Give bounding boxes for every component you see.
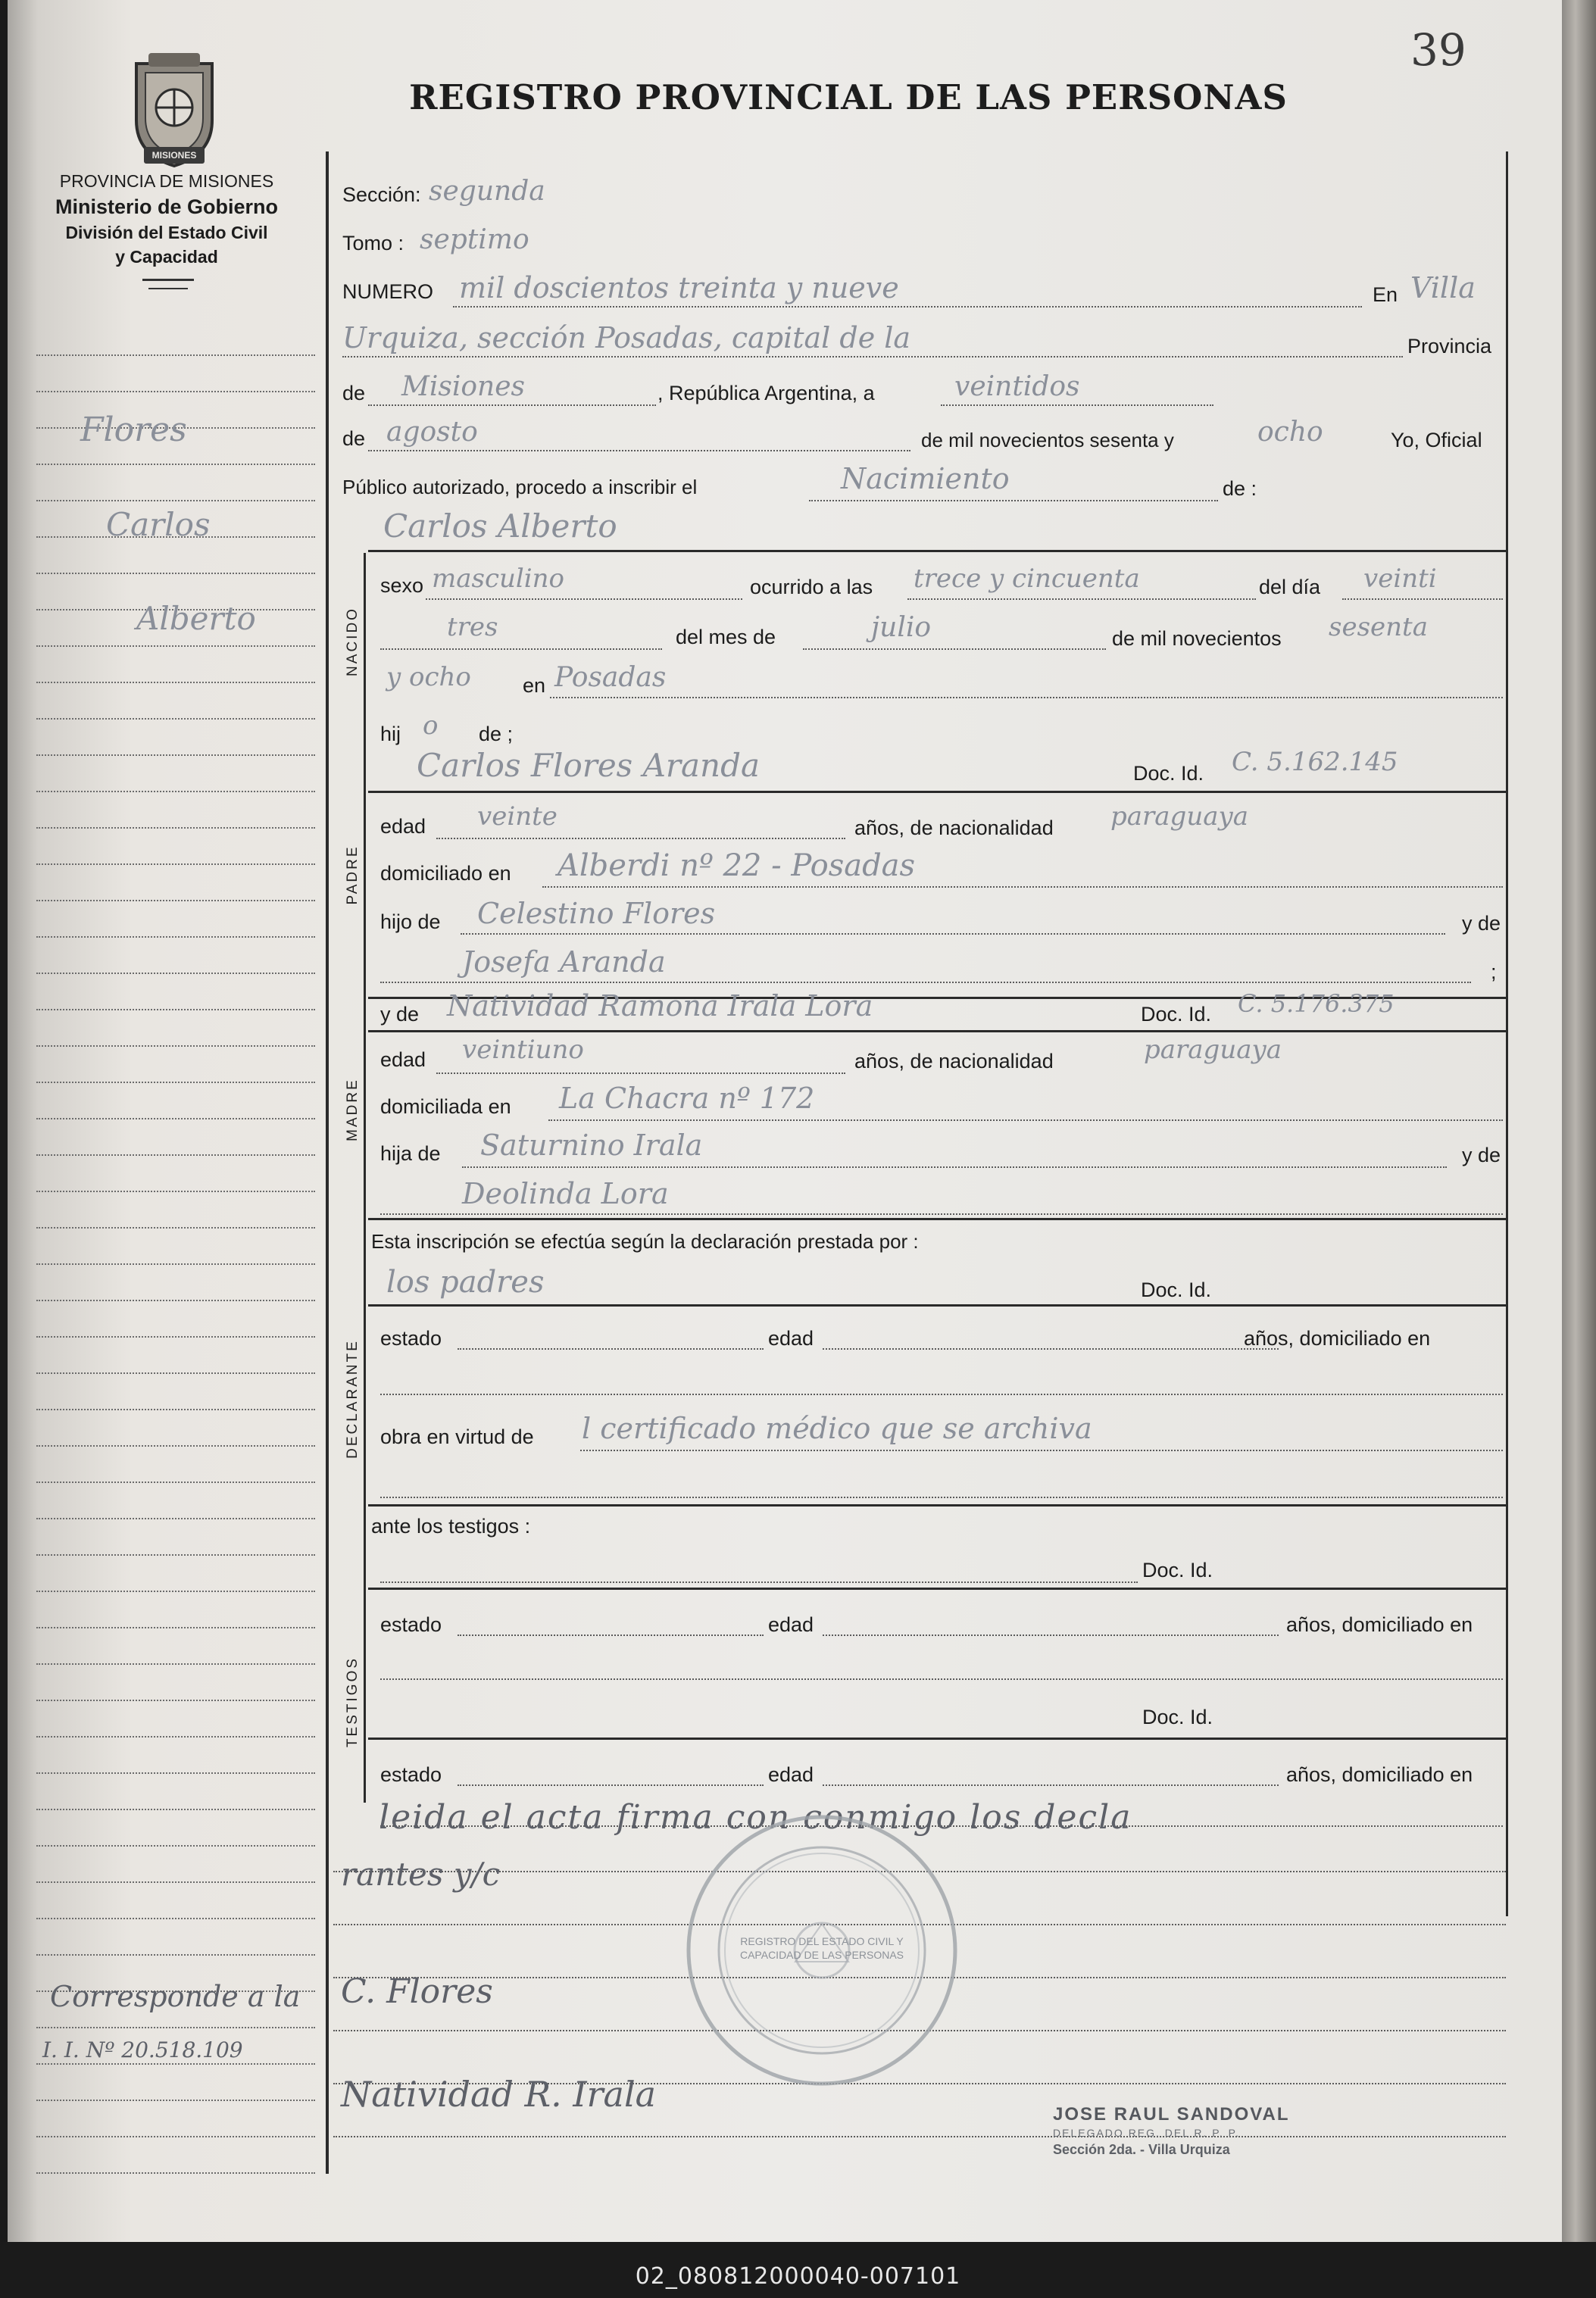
margin-line — [36, 718, 315, 720]
month-value: agosto — [386, 417, 478, 448]
madre-hija-line — [462, 1166, 1447, 1168]
declarante-dom-label: años, domiciliado en — [1244, 1327, 1431, 1350]
month-line — [368, 450, 910, 451]
madre-edad-value: veintiuno — [462, 1035, 584, 1065]
padre-hijo-madre-value: Josefa Aranda — [462, 945, 666, 979]
padre-hijo2-line — [380, 982, 1471, 983]
margin-line — [36, 2136, 315, 2137]
provincia-label: Provincia — [1407, 335, 1492, 358]
margin-line — [36, 1881, 315, 1883]
margin-line — [36, 1409, 315, 1410]
en-value: Villa — [1410, 271, 1476, 304]
provincia-value: Misiones — [401, 371, 526, 402]
declarante-obra-line — [580, 1450, 1503, 1451]
dia-value-2: tres — [447, 612, 498, 642]
testigo1-dom2-line — [380, 1678, 1503, 1680]
nacido-section-label: NACIDO — [345, 607, 361, 676]
margin-line — [36, 863, 315, 865]
margin-line — [36, 1263, 315, 1265]
madre-nac-label: años, de nacionalidad — [854, 1050, 1054, 1073]
de3-label: de : — [1223, 477, 1257, 500]
margin-line — [36, 2063, 315, 2065]
testigo1-rule — [368, 1588, 1506, 1590]
hijo-label-b: de ; — [479, 723, 514, 745]
form-right-border — [1506, 151, 1508, 1916]
numero-value: mil doscientos treinta y nueve — [459, 271, 899, 304]
acto-value: Nacimiento — [841, 462, 1010, 495]
margin-line — [36, 1045, 315, 1047]
madre-hija-label: hija de — [380, 1142, 441, 1165]
madre-dom-line — [548, 1119, 1503, 1121]
anio-value-1: sesenta — [1329, 612, 1428, 642]
margin-line — [36, 1336, 315, 1338]
mes-value: julio — [871, 612, 932, 643]
testigo1-edad-label: edad — [768, 1613, 814, 1636]
madre-yde-label: y de — [380, 1003, 420, 1026]
declarante-doc-label: Doc. Id. — [1141, 1279, 1212, 1301]
declarante-obra-label: obra en virtud de — [380, 1425, 534, 1448]
declarante-obra2-line — [380, 1497, 1503, 1498]
testigo1-name-line — [380, 1581, 1138, 1583]
madre-edad-label: edad — [380, 1048, 426, 1071]
padre-doc-label: Doc. Id. — [1133, 762, 1204, 785]
signature-mother: Natividad R. Irala — [341, 2074, 657, 2115]
padre-edad-line — [436, 838, 845, 839]
madre-name-value: Natividad Ramona Irala Lora — [447, 989, 873, 1023]
margin-line — [36, 1191, 315, 1192]
place-line — [342, 356, 1403, 358]
margin-line — [36, 500, 315, 501]
padre-name-value: Carlos Flores Aranda — [417, 747, 760, 784]
margin-line — [36, 1627, 315, 1628]
margin-line — [36, 1300, 315, 1301]
section-column-border — [364, 553, 366, 1803]
testigo2-edad-line — [823, 1784, 1279, 1786]
padre-doc-value: C. 5.162.145 — [1232, 747, 1398, 777]
testigo2-rule — [368, 1738, 1506, 1740]
testigo1-edad-line — [823, 1635, 1279, 1636]
day-line — [941, 404, 1213, 406]
madre-hija2-line — [380, 1213, 1503, 1215]
official-name: JOSE RAUL SANDOVAL — [1053, 2104, 1290, 2125]
margin-line — [36, 1445, 315, 1447]
declarante-name-value: los padres — [386, 1265, 545, 1300]
del-dia-label: del día — [1259, 576, 1321, 598]
margin-line — [36, 1118, 315, 1119]
margin-line — [36, 900, 315, 901]
margin-line — [36, 645, 315, 647]
padre-section-label: PADRE — [345, 845, 361, 905]
sexo-line — [426, 598, 742, 600]
nacido-top-rule — [368, 550, 1506, 552]
margin-line — [36, 1554, 315, 1556]
province-emblem — [121, 48, 227, 170]
dia2-line — [380, 648, 662, 650]
padre-edad-value: veinte — [477, 801, 558, 832]
org-line-province: PROVINCIA DE MISIONES — [59, 171, 274, 191]
testigo1-dom-label: años, domiciliado en — [1286, 1613, 1473, 1636]
padre-yde-label: y de — [1462, 912, 1501, 935]
hora-value: trece y cincuenta — [914, 564, 1140, 594]
madre-hija-padre-value: Saturnino Irala — [480, 1129, 703, 1162]
ocurrido-label: ocurrido a las — [750, 576, 873, 598]
margin-line — [36, 573, 315, 574]
page-stack-edge — [1562, 0, 1596, 2242]
margin-line — [36, 1518, 315, 1519]
margin-line — [36, 754, 315, 756]
margin-line — [36, 1845, 315, 1847]
margin-line — [36, 973, 315, 974]
seccion-value: segunda — [429, 176, 545, 207]
official-round-seal — [682, 1810, 962, 2090]
margin-line — [36, 1082, 315, 1083]
official-place: Sección 2da. - Villa Urquiza — [1053, 2142, 1230, 2157]
margin-line — [36, 1009, 315, 1010]
madre-section-label: MADRE — [345, 1078, 361, 1141]
margin-line — [36, 2100, 315, 2101]
margin-line — [36, 2027, 315, 2028]
seccion-label: Sección: — [342, 183, 421, 206]
testigo2-dom-label: años, domiciliado en — [1286, 1763, 1473, 1786]
padre-dom-value: Alberdi nº 22 - Posadas — [558, 848, 916, 883]
madre-name-rule — [368, 1030, 1506, 1032]
closing-text-2: rantes y/c — [341, 1856, 501, 1893]
de2-label: de — [342, 427, 366, 450]
margin-line — [36, 464, 315, 465]
declarante-section-label: DECLARANTE — [345, 1339, 361, 1459]
declarante-edad-label: edad — [768, 1327, 814, 1350]
testigos-intro: ante los testigos : — [371, 1515, 531, 1538]
page-title: REGISTRO PROVINCIAL DE LAS PERSONAS — [409, 77, 1288, 117]
page-number: 39 — [1410, 24, 1466, 76]
dia-value-1: veinti — [1363, 564, 1437, 594]
sexo-value: masculino — [432, 564, 565, 594]
hora-line — [907, 598, 1256, 600]
declarante-estado-label: estado — [380, 1327, 442, 1350]
testigo1-estado-label: estado — [380, 1613, 442, 1636]
padre-hijo-padre-value: Celestino Flores — [477, 897, 716, 930]
testigo2-doc-label: Doc. Id. — [1142, 1706, 1213, 1728]
org-line-capacity: y Capacidad — [115, 247, 218, 267]
register-page — [8, 0, 1562, 2242]
publico-text: Público autorizado, procedo a inscribir el — [342, 476, 698, 498]
anio-value-2: y ocho — [386, 662, 471, 692]
margin-line — [36, 1700, 315, 1701]
numero-line — [453, 306, 1362, 308]
margin-line — [36, 1954, 315, 1956]
testigo2-estado-label: estado — [380, 1763, 442, 1786]
year-value: ocho — [1257, 417, 1323, 448]
madre-doc-label: Doc. Id. — [1141, 1003, 1212, 1026]
margin-given-name-2: Alberto — [136, 600, 256, 637]
margin-note-line-1: Corresponde a la — [50, 1980, 301, 2013]
margin-note-line-2: I. I. Nº 20.518.109 — [42, 2037, 243, 2062]
lugar-line — [550, 697, 1503, 698]
padre-nac-value: paraguaya — [1110, 801, 1248, 832]
margin-surname: Flores — [80, 411, 187, 449]
margin-line — [36, 1736, 315, 1738]
margin-line — [36, 1663, 315, 1665]
mes-line — [803, 648, 1106, 650]
padre-top-rule — [368, 791, 1506, 793]
numero-label: NUMERO — [342, 280, 433, 303]
mil-label: de mil novecientos — [1112, 627, 1282, 650]
madre-hija-madre-value: Deolinda Lora — [462, 1177, 669, 1210]
margin-line — [36, 354, 315, 356]
madre-nac-value: paraguaya — [1144, 1035, 1282, 1065]
madre-dom-value: La Chacra nº 172 — [559, 1082, 815, 1115]
place-value: Urquiza, sección Posadas, capital de la — [342, 321, 911, 354]
madre-bottom-rule — [368, 1218, 1506, 1220]
madre-yde2-label: y de — [1462, 1144, 1501, 1166]
margin-line — [36, 682, 315, 683]
republica-label: , República Argentina, a — [657, 382, 875, 404]
acto-line — [809, 500, 1218, 501]
margin-line — [36, 936, 315, 938]
org-line-division: División del Estado Civil — [65, 223, 268, 242]
sexo-label: sexo — [380, 574, 424, 597]
margin-line — [36, 1154, 315, 1156]
margin-line — [36, 1372, 315, 1374]
margin-line — [36, 2172, 315, 2174]
en-label: En — [1373, 283, 1398, 306]
footer-code: 02_080812000040-007101 — [635, 2263, 961, 2290]
day-value: veintidos — [954, 371, 1080, 402]
testigo2-estado-line — [458, 1784, 764, 1786]
margin-line — [36, 1482, 315, 1483]
form-left-border — [326, 151, 329, 2174]
margin-line — [36, 391, 315, 392]
declarante-obra-value: l certificado médico que se archiva — [582, 1412, 1092, 1445]
padre-hijo-line — [461, 933, 1445, 935]
org-line-ministry: Ministerio de Gobierno — [55, 195, 279, 218]
hijo-label-a: hij — [380, 723, 401, 745]
org-underline-2 — [148, 288, 188, 289]
emblem-label: MISIONES — [151, 150, 197, 161]
left-page-shadow — [8, 0, 38, 2242]
margin-line — [36, 791, 315, 792]
closing-text-1: leida el acta firma con conmigo los decla — [379, 1798, 1132, 1837]
tomo-label: Tomo : — [342, 232, 404, 254]
tomo-value: septimo — [420, 224, 529, 255]
declarante-top-rule — [368, 1304, 1506, 1307]
testigo1-doc-label: Doc. Id. — [1142, 1559, 1213, 1581]
dia-line — [1342, 598, 1503, 600]
testigos-section-label: TESTIGOS — [345, 1656, 361, 1748]
margin-line — [36, 1809, 315, 1810]
testigo2-edad-label: edad — [768, 1763, 814, 1786]
del-mes-label: del mes de — [676, 626, 776, 648]
margin-line — [36, 1591, 315, 1592]
en-lugar-label: en — [523, 674, 546, 697]
declarante-estado-line — [458, 1348, 764, 1350]
madre-edad-line — [436, 1073, 845, 1074]
madre-dom-label: domiciliada en — [380, 1095, 511, 1118]
margin-line — [36, 1772, 315, 1774]
padre-hijo-label: hijo de — [380, 910, 441, 933]
nacido-name-value: Carlos Alberto — [383, 507, 617, 545]
margin-line — [36, 1227, 315, 1229]
margin-line — [36, 1918, 315, 1919]
padre-semicolon: ; — [1491, 960, 1497, 983]
declarante-intro: Esta inscripción se efectúa según la declaración prestada por : — [371, 1230, 919, 1253]
oficial-label: Yo, Oficial — [1391, 429, 1482, 451]
margin-given-name-1: Carlos — [106, 506, 211, 543]
seal-text: REGISTRO DEL ESTADO CIVIL Y CAPACIDAD DE LAS PERSONAS — [739, 1935, 904, 1961]
margin-line — [36, 827, 315, 829]
declarante-edad-line — [823, 1348, 1279, 1350]
lugar-value: Posadas — [554, 662, 667, 693]
testigos-top-rule — [368, 1504, 1506, 1507]
official-title: DELEGADO REG. DEL R. P. P. — [1053, 2127, 1241, 2139]
padre-dom-line — [542, 886, 1503, 888]
org-underline — [142, 279, 194, 281]
madre-doc-value: C. 5.176.375 — [1238, 989, 1395, 1018]
signature-father: C. Flores — [341, 1972, 493, 2011]
testigo1-estado-line — [458, 1635, 764, 1636]
de-label: de — [342, 382, 366, 404]
official-name-stamp — [1053, 2104, 1356, 2158]
provincia-line — [368, 404, 656, 406]
declarante-dom2-line — [380, 1394, 1503, 1395]
padre-dom-label: domiciliado en — [380, 862, 511, 885]
year-text: de mil novecientos sesenta y — [921, 429, 1174, 451]
padre-edad-label: edad — [380, 815, 426, 838]
padre-nac-label: años, de nacionalidad — [854, 816, 1054, 839]
hijo-value: o — [423, 710, 439, 741]
